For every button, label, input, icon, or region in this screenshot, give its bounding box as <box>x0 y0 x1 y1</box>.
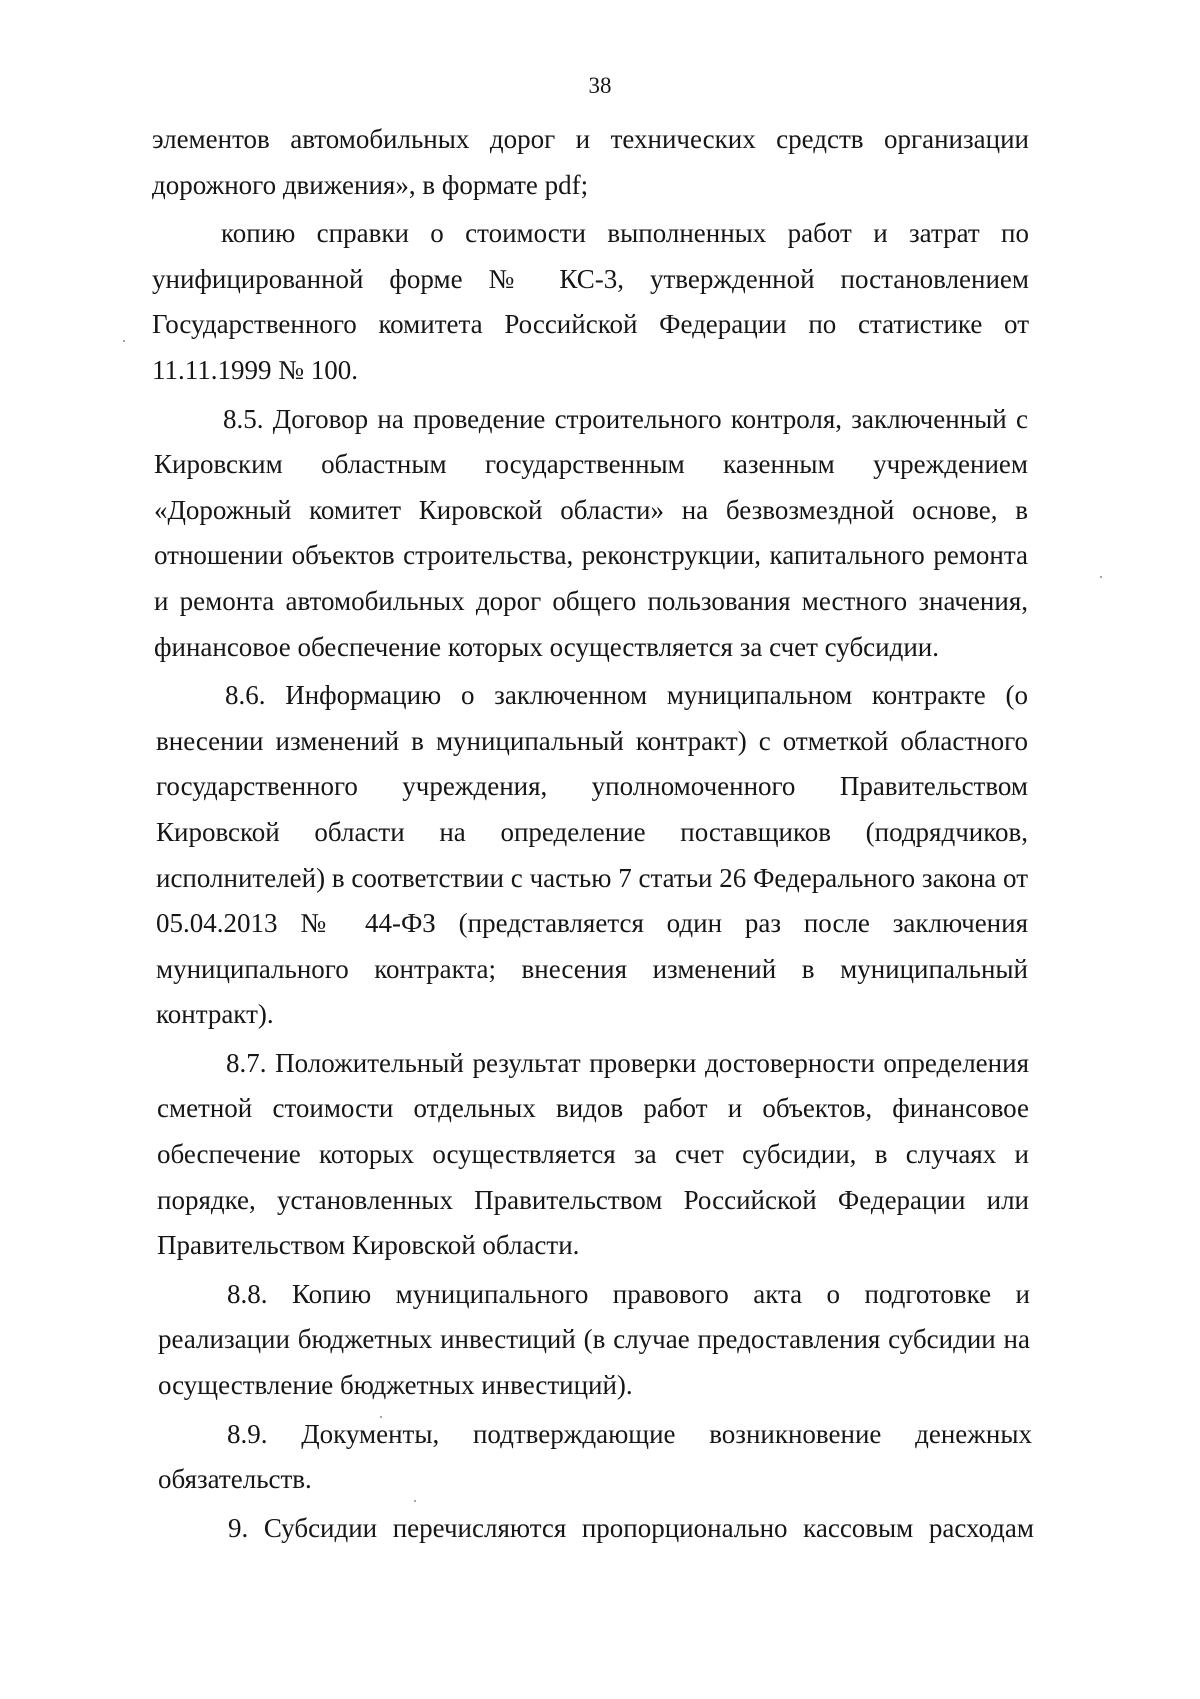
scan-speck <box>414 1500 416 1502</box>
paragraph-ks3-certificate: копию справки о стоимости выполненных работ и затрат по унифицированной форме № КС-3, утвержденной постановлением Государственного комитета Российской Федерации по статистике от 11.11.1999 № 100. <box>152 218 1029 385</box>
paragraph-continuation-format: элементов автомобильных дорог и технических средств организации дорожного движения», в формате pdf; <box>152 124 1029 200</box>
page-number: 38 <box>588 73 612 98</box>
paragraph-item-8-6: 8.6. Информацию о заключенном муниципальном контракте (о внесении изменений в муниципальный контракт) с отметкой областного государственного учреждения, уполномоченного Правительством Кировской области на определение поставщиков (подрядчиков, исполнителей) в соответствии с частью 7 статьи 26 Федерального закона от 05.04.2013 № 44-ФЗ (представляется один раз после заключения муниципального контракта; внесения изменений в муниципальный контракт). <box>156 680 1028 1030</box>
paragraph-item-8-5: 8.5. Договор на проведение строительного контроля, заключенный с Кировским областным государственным казенным учреждением «Дорожный комитет Кировской области» на безвозмездной основе, в отношении объектов строительства, реконструкции, капитального ремонта и ремонта автомобильных дорог общего пользования местного значения, финансовое обеспечение которых осуществляется за счет субсидии. <box>154 403 1028 662</box>
paragraph-item-8-9: 8.9. Документы, подтверждающие возникновение денежных обязательств. <box>158 1418 1032 1495</box>
document-body <box>0 117 1200 1554</box>
paragraph-item-8-8: 8.8. Копию муниципального правового акта о подготовке и реализации бюджетных инвестиций (в случае предоставления субсидии на осуществление бюджетных инвестиций). <box>158 1278 1030 1401</box>
scan-speck <box>123 340 125 342</box>
paragraph-item-9: 9. Субсидии перечисляются пропорционально кассовым расходам <box>228 1512 1034 1543</box>
scan-speck <box>1100 576 1102 578</box>
scan-speck <box>380 1416 382 1418</box>
paragraph-item-8-7: 8.7. Положительный результат проверки достоверности определения сметной стоимости отдельных видов работ и объектов, финансовое обеспечение которых осуществляется за счет субсидии, в случаях и порядке, установленных Правительством Российской Федерации или Правительством Кировской области. <box>157 1047 1029 1261</box>
